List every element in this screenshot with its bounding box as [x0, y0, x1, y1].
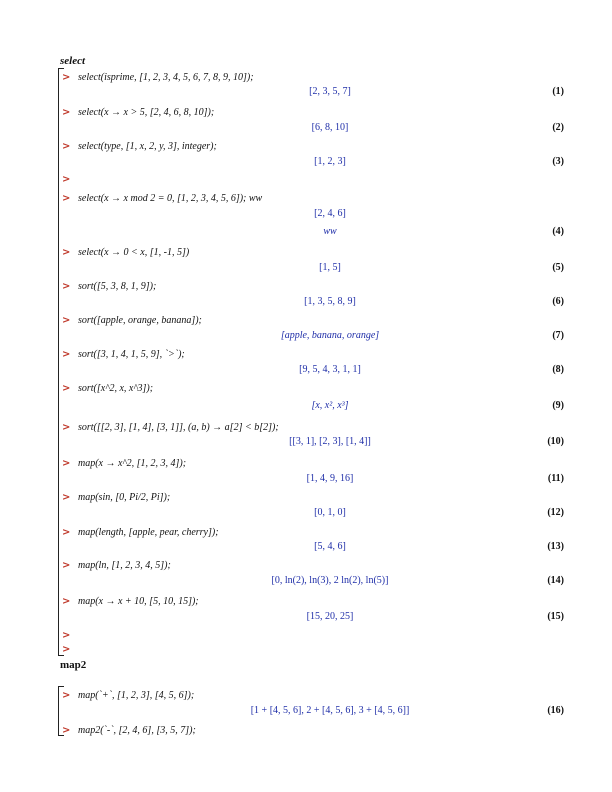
- output-line-5: [1, 5]: [319, 262, 341, 273]
- output-line-3: [1, 2, 3]: [314, 156, 346, 167]
- command-text: select(x → x > 5, [2, 4, 6, 8, 10]);: [78, 107, 215, 118]
- output-line-6: [1, 3, 5, 8, 9]: [304, 296, 356, 307]
- equation-number-1: (1): [552, 86, 564, 97]
- prompt-icon: >: [62, 141, 71, 152]
- output-line-12: [0, 1, 0]: [314, 507, 346, 518]
- equation-number-5: (5): [552, 262, 564, 273]
- prompt-icon: >: [62, 422, 71, 433]
- prompt-icon: >: [62, 349, 71, 360]
- input-line-13[interactable]: [62, 527, 219, 538]
- command-text: sort([x^2, x, x^3]);: [78, 383, 154, 394]
- command-text: map(length, [apple, pear, cherry]);: [78, 527, 219, 538]
- equation-number-12: (12): [547, 507, 564, 518]
- command-text: map(ln, [1, 2, 3, 4, 5]);: [78, 560, 171, 571]
- output-line-4b: ww: [323, 226, 337, 237]
- output-line-10: [[3, 1], [2, 3], [1, 4]]: [289, 436, 371, 447]
- equation-number-4: (4): [552, 226, 564, 237]
- output-line-4a: [2, 4, 6]: [314, 208, 346, 219]
- prompt-icon: >: [62, 281, 71, 292]
- equation-number-9: (9): [552, 400, 564, 411]
- section-title-map2: map2: [60, 659, 87, 671]
- equation-number-10: (10): [547, 436, 564, 447]
- output-line-9: [x, x², x³]: [311, 400, 349, 411]
- output-line-7: [apple, banana, orange]: [280, 330, 380, 341]
- command-text: select(isprime, [1, 2, 3, 4, 5, 6, 7, 8, 9, 10]);: [78, 72, 254, 83]
- prompt-icon: >: [62, 315, 71, 326]
- equation-number-13: (13): [547, 541, 564, 552]
- prompt-icon: >: [62, 560, 71, 571]
- command-text: sort([apple, orange, banana]);: [78, 315, 202, 326]
- equation-number-15: (15): [547, 611, 564, 622]
- prompt-icon: >: [62, 458, 71, 469]
- command-text: map(x → x + 10, [5, 10, 15]);: [78, 596, 199, 607]
- input-line-15[interactable]: [62, 596, 199, 607]
- command-text: map(x → x^2, [1, 2, 3, 4]);: [78, 458, 187, 469]
- equation-number-14: (14): [547, 575, 564, 586]
- input-line-5[interactable]: [62, 247, 189, 258]
- prompt-icon: >: [62, 596, 71, 607]
- equation-number-3: (3): [552, 156, 564, 167]
- command-text: map(`+`, [1, 2, 3], [4, 5, 6]);: [78, 690, 195, 701]
- output-line-16: [1 + [4, 5, 6], 2 + [4, 5, 6], 3 + [4, 5, 6]]: [250, 705, 410, 716]
- input-line-8[interactable]: [62, 349, 185, 360]
- equation-number-8: (8): [552, 364, 564, 375]
- input-line-9[interactable]: [62, 383, 153, 394]
- input-line-3[interactable]: [62, 141, 217, 152]
- prompt-icon: >: [62, 107, 71, 118]
- equation-number-7: (7): [552, 330, 564, 341]
- section-title-select: select: [60, 55, 86, 67]
- input-line-7[interactable]: [62, 315, 202, 326]
- equation-number-11: (11): [547, 473, 564, 484]
- prompt-icon: >: [62, 193, 71, 204]
- prompt-icon: >: [62, 527, 71, 538]
- input-line-6[interactable]: [62, 281, 156, 292]
- output-line-11: [1, 4, 9, 16]: [306, 473, 354, 484]
- prompt-icon: >: [62, 725, 71, 736]
- input-line-2[interactable]: [62, 107, 214, 118]
- input-line-11[interactable]: [62, 458, 186, 469]
- empty-prompt-3[interactable]: >: [62, 644, 71, 655]
- command-text: map(sin, [0, Pi/2, Pi]);: [78, 492, 171, 503]
- input-line-16[interactable]: [62, 690, 194, 701]
- equation-number-6: (6): [552, 296, 564, 307]
- command-text: sort([3, 1, 4, 1, 5, 9], `>`);: [78, 349, 185, 360]
- input-line-10[interactable]: [62, 422, 279, 433]
- input-line-14[interactable]: [62, 560, 171, 571]
- equation-number-2: (2): [552, 122, 564, 133]
- prompt-icon: >: [62, 492, 71, 503]
- input-line-12[interactable]: [62, 492, 170, 503]
- prompt-icon: >: [62, 383, 71, 394]
- input-line-4[interactable]: [62, 193, 262, 204]
- output-line-15: [15, 20, 25]: [306, 611, 354, 622]
- command-text: map2(`-`, [2, 4, 6], [3, 5, 7]);: [78, 725, 196, 736]
- input-line-1[interactable]: [62, 72, 254, 83]
- output-line-8: [9, 5, 4, 3, 1, 1]: [299, 364, 361, 375]
- command-text: select(x → 0 < x, [1, -1, 5]): [78, 247, 190, 258]
- output-line-13: [5, 4, 6]: [314, 541, 346, 552]
- command-text: select(type, [1, x, 2, y, 3], integer);: [78, 141, 217, 152]
- output-line-2: [6, 8, 10]: [311, 122, 349, 133]
- output-line-14: [0, ln(2), ln(3), 2 ln(2), ln(5)]: [271, 575, 389, 586]
- prompt-icon: >: [62, 247, 71, 258]
- empty-prompt-1[interactable]: >: [62, 174, 71, 185]
- prompt-icon: >: [62, 690, 71, 701]
- empty-prompt-2[interactable]: >: [62, 630, 71, 641]
- command-text: sort([5, 3, 8, 1, 9]);: [78, 281, 157, 292]
- output-line-1: [2, 3, 5, 7]: [309, 86, 351, 97]
- equation-number-16: (16): [547, 705, 564, 716]
- prompt-icon: >: [62, 72, 71, 83]
- input-line-17[interactable]: [62, 725, 196, 736]
- command-text: select(x → x mod 2 = 0, [1, 2, 3, 4, 5, 6]); ww: [78, 193, 263, 204]
- command-text: sort([[2, 3], [1, 4], [3, 1]], (a, b) → a[2] < b[2]);: [78, 422, 279, 433]
